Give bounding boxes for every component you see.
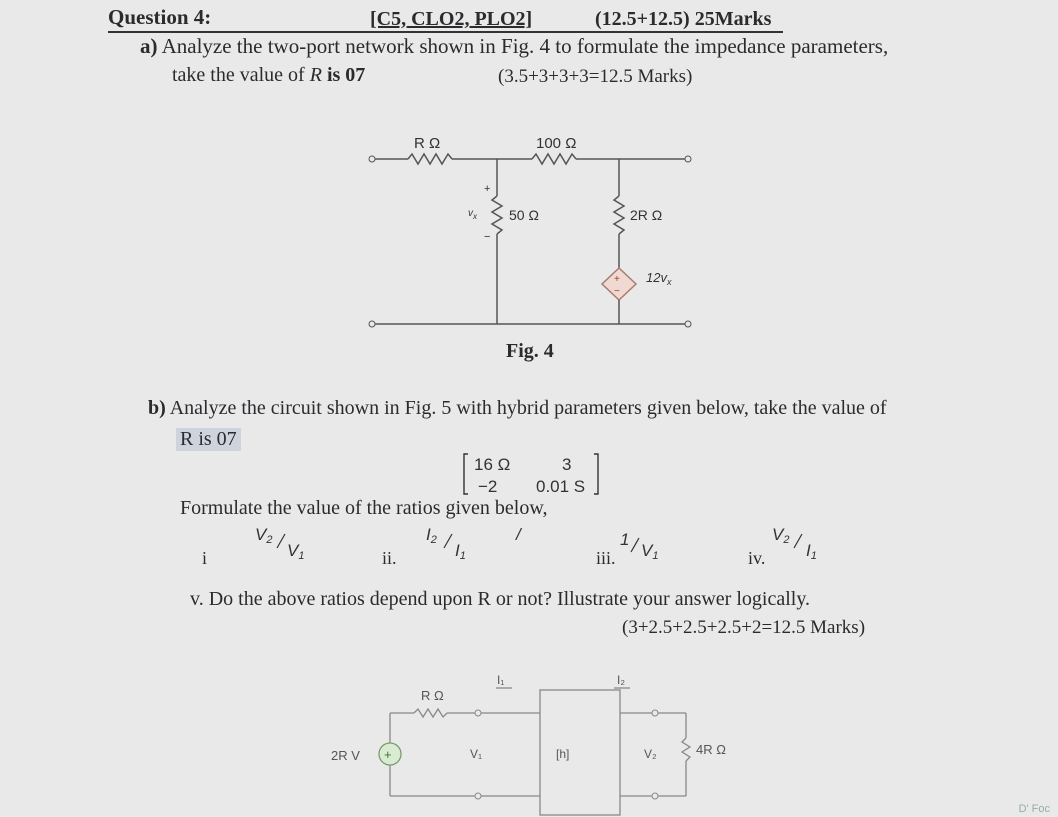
item-iii-den-sub: 1: [652, 550, 659, 562]
item-i-num-sub: 2: [266, 534, 273, 546]
item-ii-den-letter: I: [455, 541, 460, 560]
fig4-100-label: 100 Ω: [536, 135, 577, 152]
part-a-r-value: is 07: [326, 64, 366, 86]
fig4-r-label: R Ω: [414, 135, 441, 152]
fig5-source-plus: +: [384, 747, 392, 762]
item-ii-number: ii.: [382, 548, 397, 568]
item-i-num-letter: V: [255, 525, 267, 544]
part-a-text: Analyze the two-port network shown in Fig. 4 to formulate the impedance parameters,: [161, 34, 889, 58]
fig4-vx-minus: −: [484, 231, 491, 243]
fig5-h-label: [h]: [556, 747, 570, 761]
fig4-50-label: 50 Ω: [509, 207, 539, 223]
fig4-2r-label: 2R Ω: [630, 207, 663, 223]
fig5-i1-label: I₁: [497, 673, 505, 687]
item-ii-num-sub: 2: [430, 534, 437, 546]
item-i-number: i: [202, 548, 208, 568]
item-iii-number: iii.: [596, 548, 616, 568]
part-a-line2-prefix: take the value of: [172, 64, 305, 86]
question-title: Question 4:: [108, 5, 212, 29]
matrix-r1c2: 3: [562, 455, 572, 474]
fig5-v1-label: V₁: [470, 747, 483, 761]
item-i-den-sub: 1: [298, 550, 305, 562]
matrix-r2c1: −2: [478, 477, 498, 496]
item-iv-num-letter: V: [772, 525, 784, 544]
fig5-i2-label: I₂: [617, 673, 625, 687]
part-a-r-var: R: [309, 64, 322, 86]
fig4-source-minus: −: [614, 286, 620, 297]
item-iv-den-letter: I: [806, 541, 811, 560]
fig4-vx-plus: +: [484, 183, 491, 195]
question-codes: [C5, CLO2, PLO2]: [370, 8, 533, 30]
fig4-source-plus: +: [614, 274, 620, 285]
part-a-label: a): [140, 34, 158, 58]
item-ii-den-sub: 1: [459, 550, 466, 562]
fig5-port1-top: [475, 710, 481, 716]
fig4-caption: Fig. 4: [506, 340, 554, 362]
fig4-vx-sub: x: [473, 212, 477, 221]
fig5-port2-bottom: [652, 793, 658, 799]
item-iii-numerator: 1: [620, 530, 630, 549]
item-i-den-letter: V: [287, 541, 299, 560]
question-marks: (12.5+12.5) 25Marks: [595, 8, 772, 30]
fig5-load-label: 4R Ω: [696, 742, 726, 757]
fig5-port1-bottom: [475, 793, 481, 799]
item-iv-number: iv.: [748, 548, 766, 568]
fig5-resistor-4r: [682, 738, 690, 761]
item-iv-num-sub: 2: [783, 534, 790, 546]
fig5-r-label: R Ω: [421, 688, 444, 703]
corner-watermark: D' Foc: [1018, 803, 1050, 815]
part-b-r-value: R is 07: [176, 428, 241, 451]
item-ii-num-letter: I: [426, 525, 431, 544]
part-b-label: b): [148, 397, 166, 419]
fig4-source-sub: x: [666, 277, 672, 287]
part-a-marks: (3.5+3+3+3=12.5 Marks): [498, 66, 693, 87]
item-iii-den-letter: V: [641, 541, 653, 560]
fig5-port2-top: [652, 710, 658, 716]
stray-slash-mark: /: [516, 525, 521, 544]
matrix-r2c2: 0.01 S: [536, 477, 586, 496]
fig4-vx-letter: v: [468, 208, 473, 219]
item-iv-den-sub: 1: [810, 550, 817, 562]
fig5-v2-label: V₂: [644, 747, 657, 761]
fig5-h-box: [540, 690, 620, 815]
part-b-marks: (3+2.5+2.5+2.5+2=12.5 Marks): [622, 617, 866, 638]
matrix-r1c1: 16 Ω: [474, 455, 511, 474]
fig5-source-label: 2R V: [331, 748, 360, 763]
fig4-source-text: 12v: [646, 270, 667, 285]
question-v: v. Do the above ratios depend upon R or not? Illustrate your answer logically.: [190, 588, 811, 610]
part-b-text: Analyze the circuit shown in Fig. 5 with hybrid parameters given below, take the value of: [169, 397, 887, 419]
formulate-text: Formulate the value of the ratios given below,: [180, 497, 548, 519]
fig5-resistor-r: [414, 709, 447, 717]
